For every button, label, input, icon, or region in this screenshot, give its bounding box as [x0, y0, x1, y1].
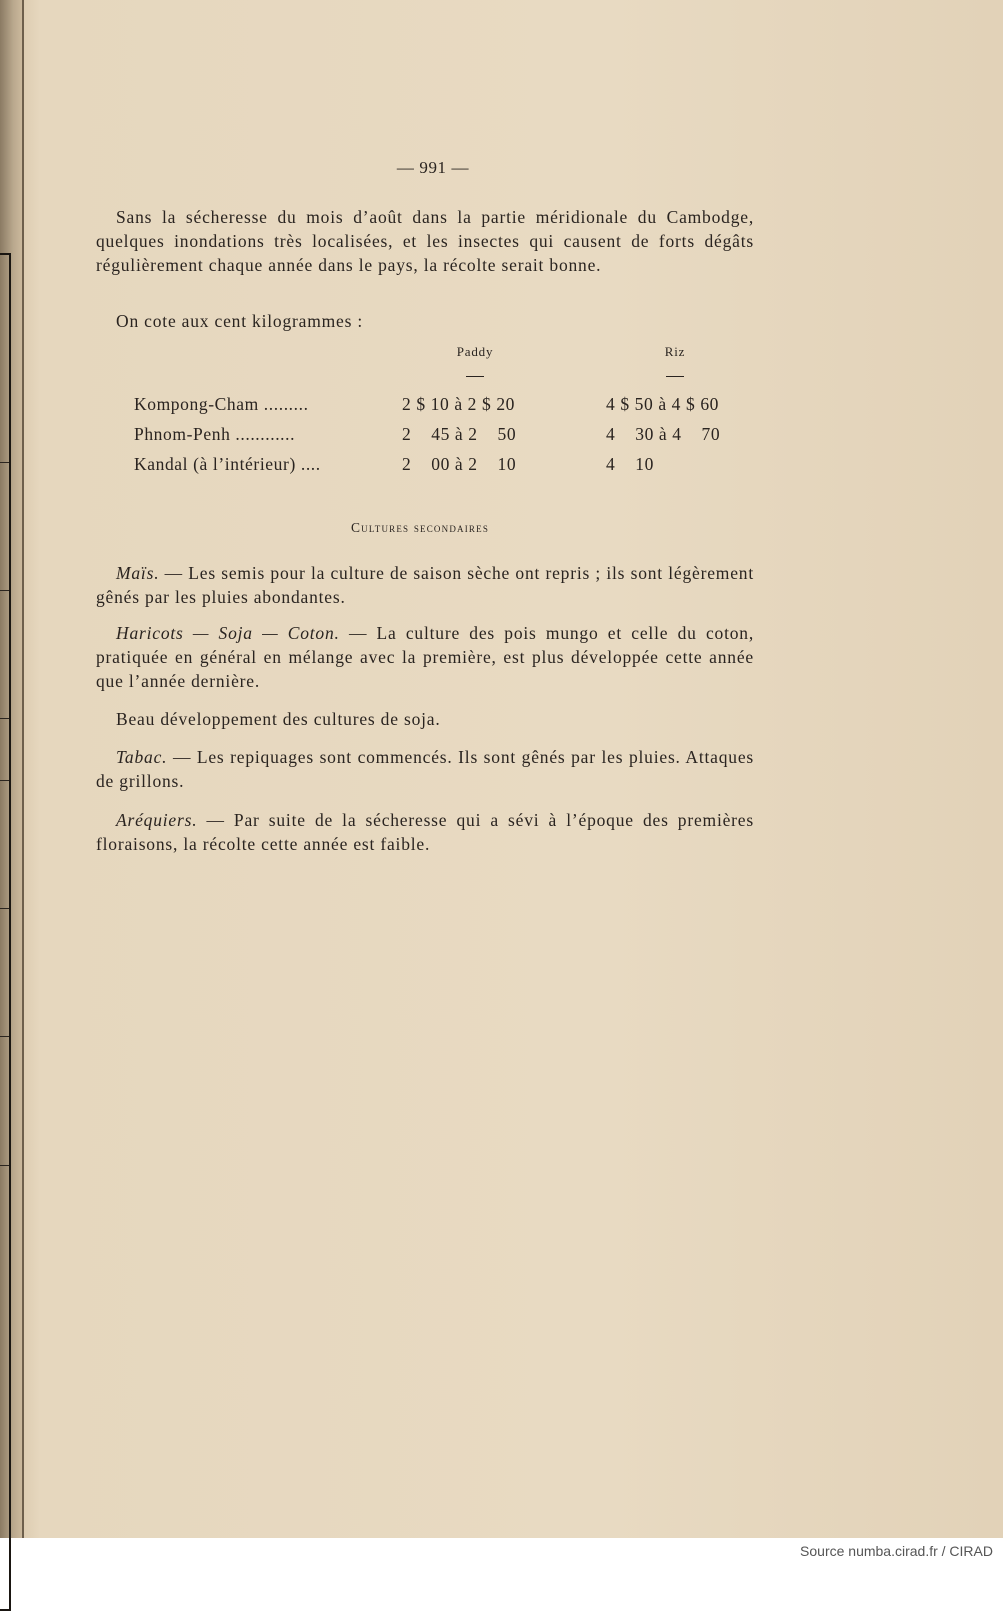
column-header-riz: Riz	[664, 344, 686, 359]
frame-tick	[0, 718, 9, 719]
price-row-place: Kompong-Cham .........	[134, 394, 309, 414]
price-row-paddy: 2 45 à 2 50	[402, 424, 517, 444]
section-title: Cultures secondaires	[350, 520, 490, 535]
price-row	[134, 454, 774, 478]
frame-tick	[0, 1165, 9, 1166]
paragraph-text: — Les semis pour la culture de saison sèche ont repris ; ils sont légèrement gênés par les pluies abondantes.	[96, 563, 754, 607]
price-row	[134, 424, 774, 448]
price-row-place: Phnom-Penh ............	[134, 424, 296, 444]
paragraph-mais	[96, 561, 754, 609]
page-frame-border	[0, 253, 11, 1611]
price-row	[134, 394, 774, 418]
price-row-paddy: 2 00 à 2 10	[402, 454, 517, 474]
paragraph-lead: Maïs.	[116, 563, 160, 583]
paragraph-text: — La culture des pois mungo et celle du coton, pratiquée en général en mélange avec la première, est plus développée cette année que l’année dernière.	[96, 623, 754, 691]
paragraph-text: Beau développement des cultures de soja.	[116, 709, 441, 729]
price-row-riz: 4 10	[606, 454, 654, 474]
price-row-riz: 4 30 à 4 70	[606, 424, 721, 444]
price-row-paddy: 2 $ 10 à 2 $ 20	[402, 394, 516, 414]
frame-tick	[0, 462, 9, 463]
paragraph-text: — Les repiquages sont commencés. Ils sont gênés par les pluies. Attaques de grillons.	[96, 747, 754, 791]
quote-intro: On cote aux cent kilogrammes :	[116, 311, 364, 331]
paragraph-lead: Tabac.	[116, 747, 168, 767]
column-header-dash	[466, 376, 484, 377]
price-row-riz: 4 $ 50 à 4 $ 60	[606, 394, 720, 414]
column-header-dash	[666, 376, 684, 377]
frame-tick	[0, 1036, 9, 1037]
intro-paragraph: Sans la sécheresse du mois d’août dans la partie méridionale du Cambodge, quelques inondations très localisées, et les insectes qui causent de forts dégâts régulièrement chaque année dans le pays, la récolte serait bonne.	[96, 207, 754, 275]
paragraph-arequiers	[96, 808, 754, 856]
paragraph-tabac	[96, 745, 754, 793]
source-footer: Source numba.cirad.fr / CIRAD	[800, 1543, 993, 1559]
paragraph-lead: Aréquiers.	[116, 810, 198, 830]
column-header-paddy: Paddy	[456, 344, 494, 359]
paragraph-haricots	[96, 621, 754, 693]
frame-tick	[0, 908, 9, 909]
paragraph-text: — Par suite de la sécheresse qui a sévi à l’époque des premières floraisons, la récolte cette année est faible.	[96, 810, 754, 854]
frame-tick	[0, 590, 9, 591]
page-number: — 991 —	[396, 158, 470, 177]
price-row-place: Kandal (à l’intérieur) ....	[134, 454, 321, 474]
paragraph-soja	[96, 707, 754, 731]
frame-tick	[0, 780, 9, 781]
paragraph-lead: Haricots — Soja — Coton.	[116, 623, 340, 643]
